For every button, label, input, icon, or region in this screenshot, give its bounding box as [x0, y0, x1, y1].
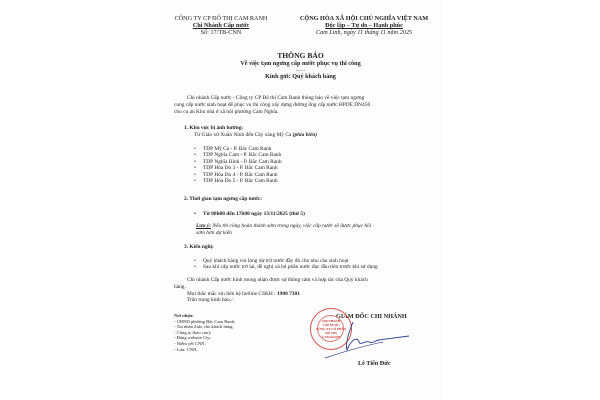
note-block [196, 223, 371, 237]
list-item: • TDP Mỹ Ca - P. Bắc Cam Ranh [191, 146, 282, 152]
section-heading: 2. Thời gian tạm ngưng cấp nước: [184, 196, 263, 202]
title-divider: ------- [295, 67, 306, 73]
recipient-item: - Công ty (báo cáo); [174, 329, 211, 335]
intro-line: Chi nhánh Cấp nước - Công ty CP Đô thị Cam Ranh thông báo về việc tạm ngưng [187, 95, 365, 101]
document-subject: Về việc tạm ngưng cấp nước phục vụ thi công [240, 60, 361, 67]
intro-paragraph [174, 95, 370, 115]
hotline-line [174, 291, 368, 298]
list-item: • Sau khi cấp nước trở lại, đề nghị xả bỏ phần nước đục đầu tiên trước khi sử dụng [191, 264, 378, 270]
route: Từ Giáo xứ Xuân Ninh đến Cây xăng Mỹ Ca [194, 131, 292, 138]
closing-line: hàng. [174, 283, 186, 290]
note-text: Nếu thi công hoàn thành sớm trong ngày, việc cấp nước sẽ được phục hồi [212, 223, 372, 229]
company-name: CÔNG TY CP ĐÔ THỊ CAM RANH [174, 15, 268, 22]
list-item: • Quý khách hàng vui lòng dự trữ nước đầy đủ cho nhu cầu sinh hoạt [191, 258, 378, 264]
regards: Trân trọng kính báo./. [187, 297, 234, 304]
note-text: sớm hơn dự kiến [196, 229, 232, 236]
stamp-line: CAM RANH [322, 335, 340, 339]
recipient-item: - Niêm yết CNN; [174, 340, 206, 346]
recipients-block [174, 313, 235, 352]
hotline-number: 1900 7301 [276, 290, 300, 297]
branch-name: Chi Nhánh Cấp nước [192, 22, 250, 29]
intro-line: cho cụ án Khu nhà ở xã hội phường Cam Nghĩa. [174, 108, 279, 115]
list-item: • TDP Nghĩa Cam - P. Bắc Cam Ranh [191, 152, 282, 158]
route-note: (phía biển) [292, 131, 318, 138]
section-affected-area [184, 125, 317, 139]
recipient-item: - UBND phường Bắc Cam Ranh; [174, 318, 236, 324]
time-list [191, 211, 305, 217]
section-heading: 3. Kiến nghị: [184, 244, 214, 250]
stamp-line: ĐÔ THỊ [325, 331, 337, 335]
closing-line: Chi nhánh Cấp nước kính mong nhận được sự thông cảm và hợp tác của Quý khách [187, 277, 368, 283]
stamp-line: CẤP NƯỚC [322, 323, 340, 327]
nation-title: CỘNG HÒA XÃ HỘI CHỦ NGHĨA VIỆT NAM [299, 15, 429, 22]
recommendation-list [191, 258, 378, 271]
document-page [158, 0, 443, 400]
handwritten-signature-icon [323, 318, 413, 360]
list-item: • TDP Nghĩa Bình - P. Bắc Cam Ranh [191, 159, 282, 165]
signature-position: GIÁM ĐỐC CHI NHÁNH [336, 313, 407, 320]
list-item: • TDP Hòa Do 4 - P. Bắc Cam Ranh [191, 172, 282, 178]
affected-area-list [191, 146, 282, 184]
section-heading: 1. Khu vực bị ảnh hưởng: [184, 125, 244, 131]
motto: Độc lập – Tự do – Hạnh phúc [325, 22, 403, 29]
document-title: THÔNG BÁO [277, 51, 324, 60]
issue-date: Cam Linh, ngày 11 tháng 11 năm 2025 [315, 29, 413, 36]
recipient-item: - Đăng website Cty; [174, 335, 211, 341]
stamp-line: CÔNG TY CỔ PHẦN [315, 327, 347, 331]
header-left [162, 15, 280, 36]
document-number: Số: 17/TB-CNN [200, 29, 242, 36]
list-item: • TDP Hòa Do 5 - P. Bắc Cam Ranh [191, 178, 282, 184]
recipients-heading: Nơi nhận: [174, 313, 194, 318]
intro-line: cung cấp nước sinh hoạt để phục vụ thi công xây dựng đường ống cấp nước HPDE DN450 [174, 101, 371, 108]
greeting: Kính gửi: Quý khách hàng [265, 72, 336, 80]
signer-name: Lê Tiến Đức [358, 360, 391, 367]
stamp-line: CHI NHÁNH [321, 319, 341, 323]
title-block [158, 51, 443, 80]
route-text [184, 132, 317, 139]
list-item: • Từ 08h00 đến 17h00 ngày 13/11/2025 (thứ 5) [191, 211, 305, 217]
recipient-item: - Tin nhắn Zalo cho khách hàng; [174, 324, 234, 330]
hotline-label: Mọi thắc mắc xin liên hệ hotline CSKH : [187, 290, 277, 297]
list-item: • TDP Hòa Do 3 - P. Bắc Cam Ranh [191, 165, 282, 171]
closing-paragraph [174, 277, 368, 304]
recipient-item: - Lưu: CNN. [174, 346, 198, 352]
header-right [284, 15, 444, 36]
note-label: Lưu ý: [196, 223, 212, 229]
